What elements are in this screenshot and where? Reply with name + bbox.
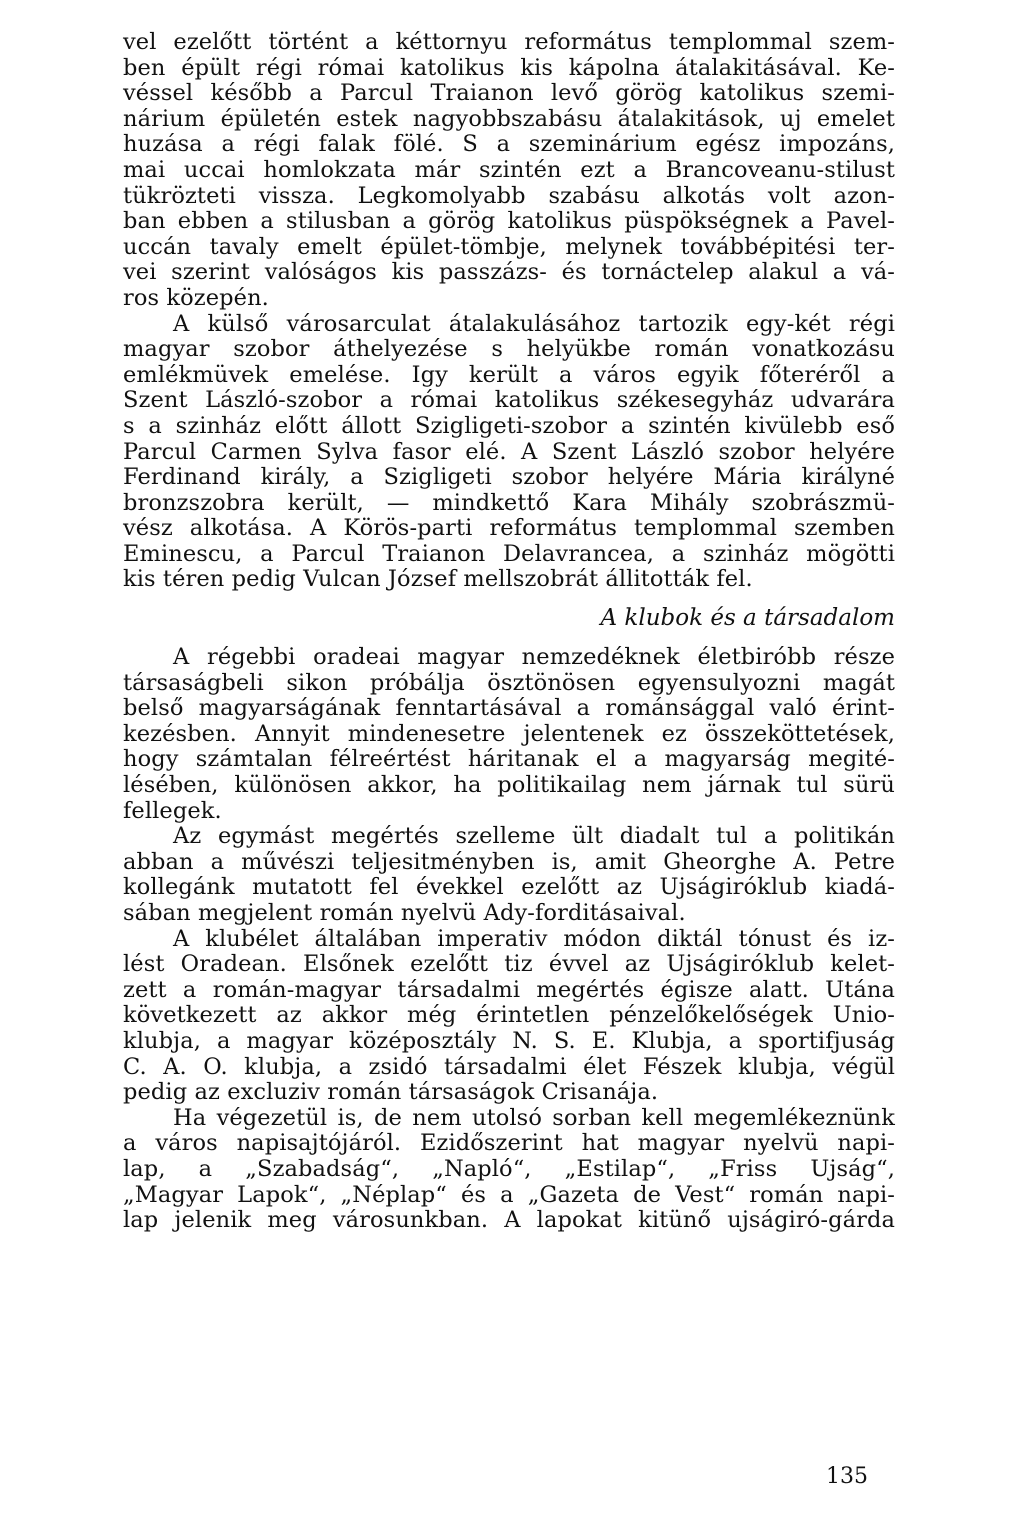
text-line: Ferdinand király, a Szigligeti szobor helyére Mária királyné bbox=[123, 464, 895, 491]
text-line: következett az akkor még érintetlen pénzelőkelőségek Unio- bbox=[123, 1002, 895, 1029]
text-line: „Magyar Lapok“, „Néplap“ és a „Gazeta de Vest“ román napi- bbox=[123, 1181, 895, 1208]
paragraph-1 bbox=[123, 30, 895, 312]
text-line: a város napisajtójáról. Ezidőszerint hat magyar nyelvü napi- bbox=[123, 1130, 895, 1157]
section-heading: A klubok és a társadalom bbox=[600, 605, 895, 632]
paragraph-4 bbox=[123, 824, 895, 926]
text-line: ben épült régi római katolikus kis kápolna átalakitásával. Ke- bbox=[123, 54, 895, 81]
text-line: Parcul Carmen Sylva fasor elé. A Szent László szobor helyére bbox=[123, 438, 895, 465]
text-line: lap jelenik meg városunkban. A lapokat kitünő ujságiró-gárda bbox=[123, 1207, 895, 1234]
text-line: magyar szobor áthelyezése s helyükbe román vonatkozásu bbox=[123, 336, 895, 363]
text-line: uccán tavaly emelt épület-tömbje, melynek továbbépitési ter- bbox=[123, 233, 895, 260]
text-line: s a szinház előtt állott Szigligeti-szobor a szintén kivülebb eső bbox=[123, 412, 895, 439]
paragraph-2 bbox=[123, 312, 895, 594]
text-line: bronzszobra került, — mindkettő Kara Mihály szobrászmü- bbox=[123, 489, 895, 516]
text-line: ban ebben a stilusban a görög katolikus püspökségnek a Pavel- bbox=[123, 208, 895, 235]
text-line: kis téren pedig Vulcan József mellszobrát állitották fel. bbox=[123, 566, 753, 593]
paragraph-6 bbox=[123, 1106, 895, 1234]
text-line: C. A. O. klubja, a zsidó társadalmi élet Fészek klubja, végül bbox=[123, 1053, 895, 1080]
text-line: tükrözteti vissza. Legkomolyabb szabásu alkotás volt azon- bbox=[123, 182, 895, 209]
text-line: kezésben. Annyit mindenesetre jelentenek ez összeköttetések, bbox=[123, 720, 895, 747]
text-line: huzása a régi falak fölé. S a szeminárium egész impozáns, bbox=[123, 131, 895, 158]
text-line: vész alkotása. A Körös-parti református templommal szemben bbox=[123, 515, 895, 542]
paragraph-3 bbox=[123, 645, 895, 824]
text-line: kollegánk mutatott fel évekkel ezelőtt az Ujságiróklub kiadá- bbox=[123, 874, 895, 901]
text-line: lést Oradean. Elsőnek ezelőtt tiz évvel az Ujságiróklub kelet- bbox=[123, 951, 895, 978]
paragraph-5 bbox=[123, 927, 895, 1106]
text-line: vei szerint valóságos kis passzázs- és tornáctelep alakul a vá- bbox=[123, 259, 895, 286]
text-line: klubja, a magyar középosztály N. S. E. Klubja, a sportifjuság bbox=[123, 1027, 895, 1054]
text-line: nárium épületén estek nagyobbszabásu átalakitások, uj emelet bbox=[123, 105, 895, 132]
text-line: társaságbeli sikon próbálja ösztönösen egyensulyozni magát bbox=[123, 669, 895, 696]
text-line: vel ezelőtt történt a kéttornyu református templommal szem- bbox=[123, 29, 895, 55]
text-line: Ha végezetül is, de nem utolsó sorban kell megemlékeznünk bbox=[173, 1104, 895, 1131]
text-line: fellegek. bbox=[123, 797, 222, 824]
text-line: emlékmüvek emelése. Igy került a város egyik főteréről a bbox=[123, 361, 895, 388]
text-line: abban a művészi teljesitményben is, amit Gheorghe A. Petre bbox=[123, 848, 895, 875]
text-line: véssel később a Parcul Traianon levő görög katolikus szemi- bbox=[123, 80, 895, 107]
text-line: zett a román-magyar társadalmi megértés égisze alatt. Utána bbox=[123, 976, 895, 1003]
text-line: A régebbi oradeai magyar nemzedéknek életbiróbb része bbox=[173, 644, 895, 671]
text-line: mai uccai homlokzata már szintén ezt a Brancoveanu-stilust bbox=[123, 156, 895, 183]
text-line: A külső városarculat átalakulásához tartozik egy-két régi bbox=[173, 310, 895, 337]
text-line: lésében, különösen akkor, ha politikailag nem járnak tul sürü bbox=[123, 772, 895, 799]
text-line: belső magyarságának fenntartásával a románsággal való érint- bbox=[123, 695, 895, 722]
text-line: ros közepén. bbox=[123, 284, 269, 311]
page-body bbox=[123, 30, 895, 1234]
text-line: hogy számtalan félreértést háritanak el a magyarság megité- bbox=[123, 746, 895, 773]
page-number: 135 bbox=[826, 1464, 868, 1489]
text-line: Az egymást megértés szelleme ült diadalt tul a politikán bbox=[173, 823, 895, 850]
text-line: lap, a „Szabadság“, „Napló“, „Estilap“, „Friss Ujság“, bbox=[123, 1155, 895, 1182]
text-line: sában megjelent román nyelvü Ady-forditásaival. bbox=[123, 900, 686, 926]
text-line: pedig az excluziv román társaságok Crisanája. bbox=[123, 1079, 659, 1106]
text-line: Eminescu, a Parcul Traianon Delavrancea, a szinház mögötti bbox=[123, 540, 895, 567]
text-line: Szent László-szobor a római katolikus székesegyház udvarára bbox=[123, 387, 895, 414]
text-line: A klubélet általában imperativ módon diktál tónust és iz- bbox=[173, 925, 895, 952]
